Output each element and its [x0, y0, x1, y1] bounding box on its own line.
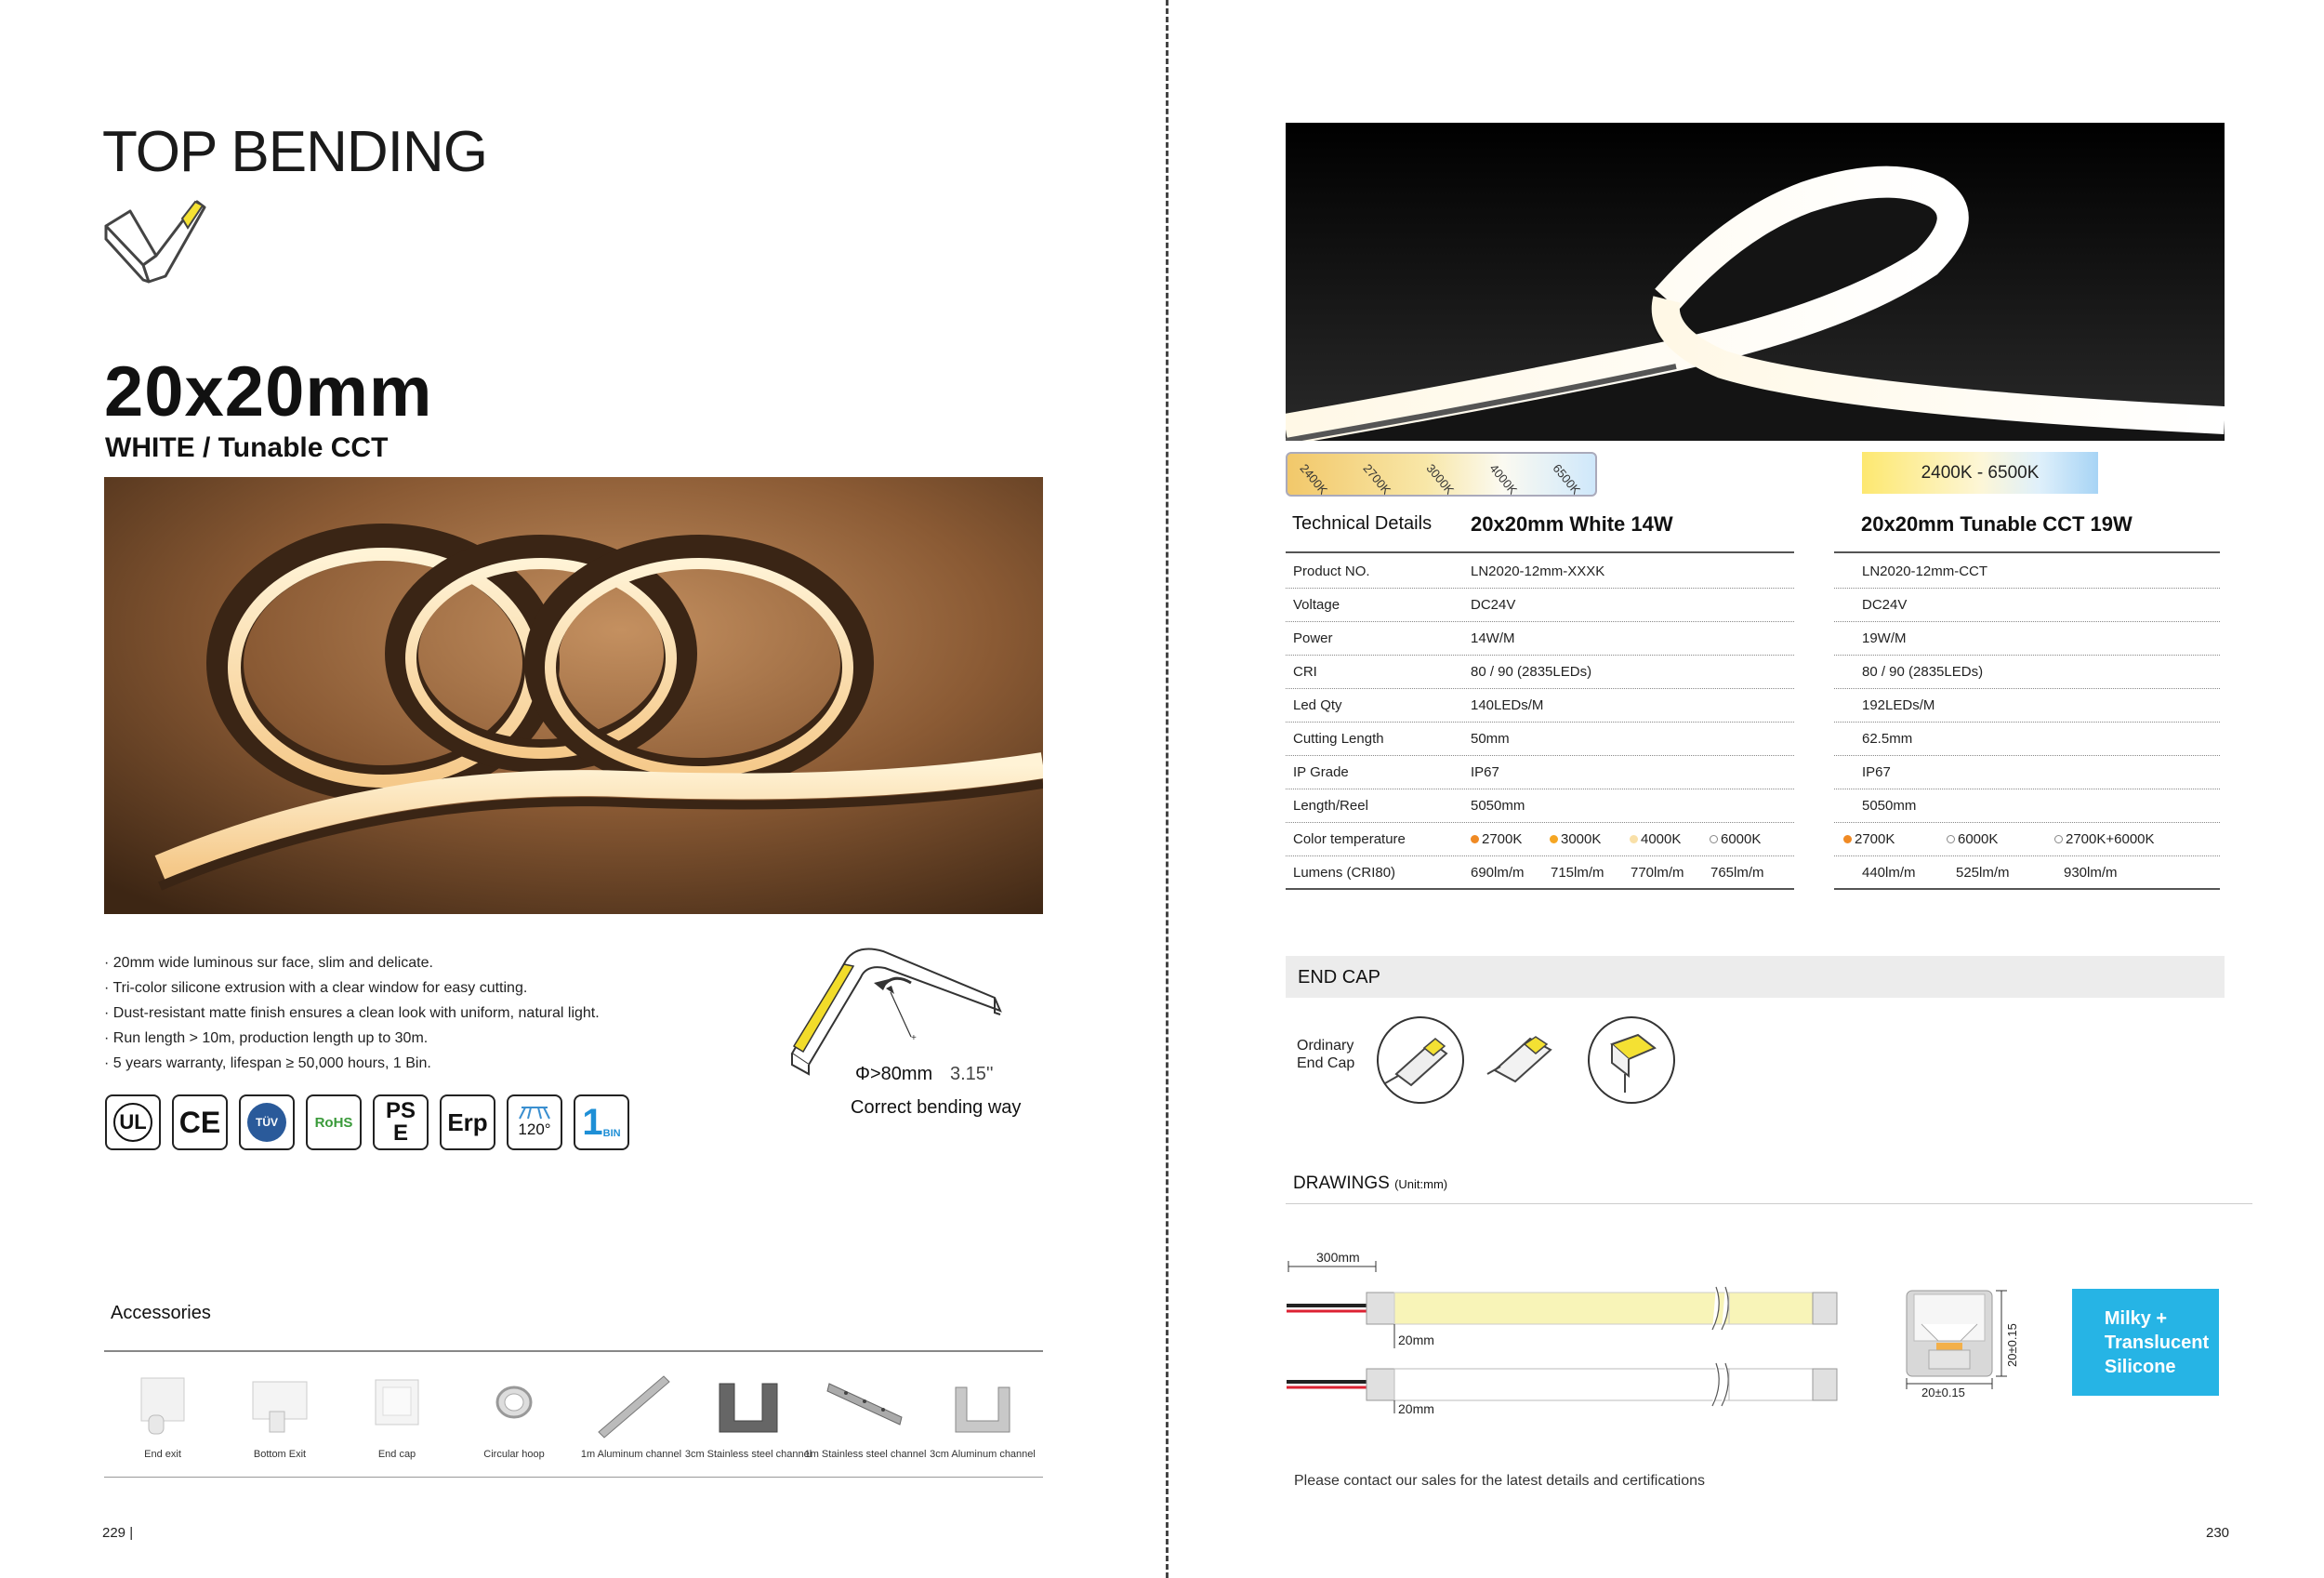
- page-divider: [1166, 0, 1169, 1578]
- bend-inches-label: 3.15'': [950, 1064, 994, 1083]
- silicone-line: Translucent: [2104, 1332, 2210, 1353]
- feature-item: · 5 years warranty, lifespan ≥ 50,000 hours, 1 Bin.: [104, 1051, 600, 1076]
- dim-300-label: 300mm: [1316, 1250, 1360, 1265]
- spec-white-value: DC24V: [1471, 597, 1516, 613]
- table-row: [1834, 789, 2220, 823]
- table-row: [1286, 856, 1794, 890]
- spec-white-value: 50mm: [1471, 731, 1510, 747]
- accessories-title: Accessories: [111, 1303, 211, 1323]
- cct-color-strip: [1286, 452, 1597, 497]
- accessory-item: [924, 1365, 1041, 1460]
- spec-label: Led Qty: [1293, 697, 1342, 713]
- accessory-item: [804, 1365, 927, 1460]
- spec-label: Power: [1293, 630, 1333, 646]
- contact-note: Please contact our sales for the latest details and certifications: [1294, 1473, 1706, 1489]
- spec-tunable-value: 192LEDs/M: [1862, 697, 1935, 713]
- spec-label: Cutting Length: [1293, 731, 1384, 747]
- end-cap-header-bar: [1286, 956, 2225, 998]
- tunable-temp-option: [1843, 831, 1895, 847]
- temp-dot-icon: [1630, 835, 1638, 843]
- end-exit-icon: [121, 1365, 205, 1439]
- temp-value: 2700K: [1482, 831, 1523, 847]
- accessory-label: End exit: [144, 1449, 181, 1460]
- feature-item: · 20mm wide luminous sur face, slim and delicate.: [104, 950, 600, 975]
- table-row: [1286, 689, 1794, 723]
- bottom-exit-icon: [238, 1365, 322, 1439]
- table-row: [1286, 756, 1794, 789]
- pse-cert-bottom: E: [392, 1121, 408, 1146]
- accessory-item: [573, 1365, 690, 1460]
- bend-radius-label: Φ>80mm: [855, 1064, 933, 1083]
- spec-label: CRI: [1293, 664, 1317, 680]
- cct-tick: 2400K: [1297, 461, 1331, 497]
- accessory-label: 1m Stainless steel channel: [804, 1449, 927, 1460]
- end-cap-label-line: Ordinary: [1297, 1038, 1354, 1054]
- table-row: [1834, 555, 2220, 589]
- circular-hoop-icon: [472, 1365, 556, 1439]
- lumens-value: 930lm/m: [2064, 865, 2118, 881]
- table-row: [1286, 589, 1794, 622]
- tunable-temp-option: [2054, 831, 2155, 847]
- accessory-label: Bottom Exit: [253, 1449, 307, 1460]
- temp-value: 6000K: [1721, 831, 1762, 847]
- table-row: [1834, 723, 2220, 756]
- temp-value: 4000K: [1641, 831, 1682, 847]
- lumens-value: 525lm/m: [1956, 865, 2010, 881]
- ul-cert-icon: [105, 1094, 161, 1150]
- tuv-cert-icon: [239, 1094, 295, 1150]
- beam-angle-graphic: [518, 1106, 551, 1121]
- spec-white-value: IP67: [1471, 764, 1499, 780]
- table-row: [1834, 689, 2220, 723]
- table-row: [1834, 756, 2220, 789]
- ce-cert-icon: CE: [172, 1094, 228, 1150]
- product-size-title: 20x20mm: [104, 352, 433, 431]
- feature-item: · Tri-color silicone extrusion with a clear window for easy cutting.: [104, 975, 600, 1001]
- accessory-label: 1m Aluminum channel: [580, 1449, 682, 1460]
- temp-dot-icon: [1471, 835, 1479, 843]
- ul-cert-text: UL: [113, 1103, 152, 1142]
- dim-height-label: 20±0.15: [2005, 1323, 2019, 1367]
- spec-tunable-value: 80 / 90 (2835LEDs): [1862, 664, 1984, 680]
- silicone-line: Milky +: [2104, 1307, 2168, 1329]
- white-temp-option: [1630, 831, 1681, 847]
- table-row: [1834, 622, 2220, 656]
- table-row: [1286, 723, 1794, 756]
- cct-tick: 6500K: [1550, 461, 1584, 497]
- product-subtitle: WHITE / Tunable CCT: [105, 432, 389, 463]
- top-bending-icon: [102, 191, 214, 288]
- white-model-title: 20x20mm White 14W: [1471, 512, 1673, 536]
- table-row: [1286, 823, 1794, 856]
- beam-angle-icon: [507, 1094, 562, 1150]
- feature-item: · Dust-resistant matte finish ensures a clean look with uniform, natural light.: [104, 1001, 600, 1026]
- lumens-value: 440lm/m: [1862, 865, 1916, 881]
- accessory-label: Circular hoop: [483, 1449, 545, 1460]
- temp-dot-icon: [2054, 835, 2063, 843]
- hero-product-photo: [104, 477, 1043, 914]
- table-row: [1834, 823, 2220, 856]
- strip-drawing: [1283, 1246, 1859, 1413]
- end-cap-label-line: End Cap: [1297, 1055, 1355, 1071]
- technical-details-label: Technical Details: [1292, 513, 1433, 534]
- one-bin-icon: [574, 1094, 629, 1150]
- cross-section-drawing: [1901, 1283, 2022, 1399]
- spec-white-value: 14W/M: [1471, 630, 1515, 646]
- bending-diagram: [781, 935, 1013, 1083]
- spec-label: IP Grade: [1293, 764, 1349, 780]
- rohs-cert-icon: [306, 1094, 362, 1150]
- rohs-cert-text: RoHS: [314, 1114, 353, 1131]
- certification-row: [105, 1094, 629, 1150]
- accessory-item: [221, 1365, 338, 1460]
- temp-dot-icon: [1550, 835, 1558, 843]
- accessory-item: [338, 1365, 456, 1460]
- spec-label: Product NO.: [1293, 564, 1370, 579]
- table-rule-right: [1834, 551, 2220, 553]
- lumens-value: 690lm/m: [1471, 865, 1525, 881]
- steel-channel-long-icon: [824, 1365, 907, 1439]
- accessory-item: [684, 1365, 812, 1460]
- spec-white-value: 140LEDs/M: [1471, 697, 1544, 713]
- end-cap-images: [1376, 1016, 1683, 1109]
- svg-text:+: +: [911, 1033, 917, 1043]
- cct-tick: 4000K: [1486, 461, 1521, 497]
- temp-value: 2700K+6000K: [2066, 831, 2155, 847]
- accessory-item: [456, 1365, 573, 1460]
- silicone-badge: [2072, 1289, 2219, 1396]
- temp-value: 6000K: [1958, 831, 1999, 847]
- temp-dot-icon: [1710, 835, 1718, 843]
- beam-angle-text: 120°: [518, 1121, 551, 1138]
- end-cap-title: END CAP: [1298, 967, 1380, 988]
- section-title: TOP BENDING: [102, 120, 487, 184]
- accessories-top-rule: [104, 1350, 1043, 1352]
- table-row: [1286, 555, 1794, 589]
- white-temp-option: [1710, 831, 1761, 847]
- lumens-value: 770lm/m: [1631, 865, 1684, 881]
- table-row: [1834, 589, 2220, 622]
- tunable-temp-option: [1947, 831, 1998, 847]
- page-number-right: 230: [2206, 1525, 2230, 1541]
- dim-20b-label: 20mm: [1398, 1401, 1434, 1413]
- tunable-range-strip: 2400K - 6500K: [1862, 452, 2098, 494]
- dim-width-label: 20±0.15: [1921, 1386, 1965, 1399]
- accessories-bottom-rule: [104, 1477, 1043, 1478]
- table-rule-left: [1286, 551, 1794, 553]
- end-cap-label: [1297, 1037, 1354, 1072]
- cct-tick: 3000K: [1423, 461, 1458, 497]
- page-number-left: 229 |: [102, 1525, 134, 1541]
- drawings-unit: (Unit:mm): [1394, 1177, 1448, 1191]
- aluminum-channel-icon: [589, 1365, 673, 1439]
- accessory-label: 3cm Aluminum channel: [930, 1449, 1036, 1460]
- bending-caption: Correct bending way: [851, 1097, 1022, 1118]
- spec-label: Voltage: [1293, 597, 1340, 613]
- spec-white-value: LN2020-12mm-XXXK: [1471, 564, 1605, 579]
- dim-20a-label: 20mm: [1398, 1333, 1434, 1347]
- pse-cert-top: PS: [385, 1098, 416, 1123]
- temp-value: 2700K: [1855, 831, 1895, 847]
- spec-label: Lumens (CRI80): [1293, 865, 1396, 881]
- spec-tunable-value: 5050mm: [1862, 798, 1917, 814]
- feature-item: · Run length > 10m, production length up to 30m.: [104, 1026, 600, 1051]
- spec-white-value: 80 / 90 (2835LEDs): [1471, 664, 1592, 680]
- feature-list: [104, 950, 600, 1076]
- hero-strip-photo: [1286, 123, 2225, 441]
- tuv-cert-text: TÜV: [247, 1103, 286, 1142]
- accessory-label: 3cm Stainless steel channel: [684, 1449, 812, 1460]
- end-cap-icon: [355, 1365, 439, 1439]
- table-row: [1286, 622, 1794, 656]
- tunable-model-title: 20x20mm Tunable CCT 19W: [1861, 512, 2133, 536]
- white-temp-option: [1471, 831, 1522, 847]
- lumens-value: 765lm/m: [1710, 865, 1764, 881]
- accessories-row: [104, 1365, 1043, 1460]
- temp-dot-icon: [1947, 835, 1955, 843]
- spec-label: Length/Reel: [1293, 798, 1368, 814]
- spec-tunable-value: DC24V: [1862, 597, 1908, 613]
- accessory-label: End cap: [377, 1449, 416, 1460]
- temp-value: 3000K: [1561, 831, 1602, 847]
- temp-dot-icon: [1843, 835, 1852, 843]
- cct-tick: 2700K: [1360, 461, 1394, 497]
- table-row: [1834, 656, 2220, 689]
- silicone-line: Silicone: [2104, 1356, 2176, 1377]
- pse-cert-icon: [373, 1094, 429, 1150]
- table-row: [1834, 856, 2220, 890]
- spec-tunable-value: 62.5mm: [1862, 731, 1913, 747]
- lumens-value: 715lm/m: [1551, 865, 1604, 881]
- spec-tunable-value: LN2020-12mm-CCT: [1862, 564, 1988, 579]
- spec-tunable-value: 19W/M: [1862, 630, 1907, 646]
- spec-label: Color temperature: [1293, 831, 1406, 847]
- accessory-item: [104, 1365, 221, 1460]
- steel-channel-short-icon: [706, 1365, 790, 1439]
- white-temp-option: [1550, 831, 1601, 847]
- table-row: [1286, 789, 1794, 823]
- erp-cert-icon: Erp: [440, 1094, 495, 1150]
- drawings-title-text: DRAWINGS: [1293, 1174, 1390, 1193]
- aluminum-channel-short-icon: [941, 1365, 1024, 1439]
- spec-white-value: 5050mm: [1471, 798, 1525, 814]
- one-bin-word: BIN: [602, 1128, 621, 1139]
- one-bin-number: 1: [582, 1101, 603, 1143]
- drawings-rule: [1286, 1203, 2252, 1204]
- end-cap-circle-2: [1589, 1017, 1674, 1103]
- spec-tunable-value: IP67: [1862, 764, 1891, 780]
- drawings-title: [1293, 1174, 1447, 1194]
- table-row: [1286, 656, 1794, 689]
